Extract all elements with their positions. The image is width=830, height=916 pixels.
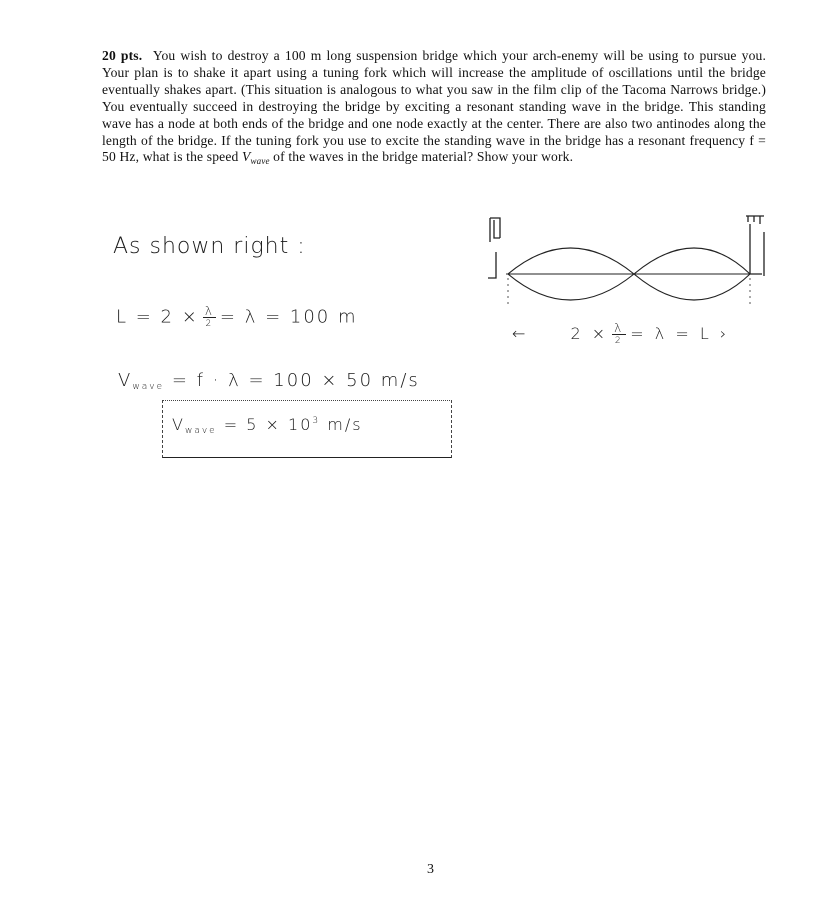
- points-label: 20 pts.: [102, 48, 143, 63]
- velocity-equation: = f · λ = 100 × 50 m/s: [171, 370, 420, 391]
- problem-text: You wish to destroy a 100 m long suspension bridge which your arch-enemy will be using to pursue you. Your plan is to shake it apart using a tuning fork which will increase the amplitude of oscillations until the bridge eventually shakes apart. (This situation is analogous to what you saw in the film clip of the Tacoma Narrows bridge.) You eventually succeed in destroying the bridge by exciting a resonant standing wave in the bridge. This standing wave has a node at both ends of the bridge and one node exactly at the center. There are also two antinodes along the length of the bridge. If the tuning fork you use to excite the standing wave in the bridge has a resonant frequency f = 50 Hz, what is the speed: [102, 48, 767, 165]
- right-tower-icon: [746, 216, 764, 276]
- diagram-note-left: 2 ×: [570, 324, 609, 343]
- handwritten-answer: [172, 415, 363, 436]
- page-number: 3: [427, 862, 434, 877]
- length-right: = λ = 100 m: [219, 306, 358, 328]
- diagram-note-right: = λ = L: [630, 324, 712, 343]
- left-tower-icon: [488, 218, 500, 278]
- diagram-fraction: $\frac{\lambda}{2}$: [614, 321, 625, 346]
- handwritten-diagram-note: [512, 322, 729, 347]
- problem-statement: [102, 48, 766, 170]
- handwritten-velocity-equation: [118, 370, 420, 392]
- arrow-icon: ←: [512, 324, 529, 343]
- v-subscript: wave: [250, 156, 270, 167]
- answer-v-subscript: wave: [184, 426, 217, 436]
- diagram-note-tail: ›: [719, 324, 730, 343]
- handwritten-as-shown: As shown right :: [113, 234, 306, 259]
- problem-text-end: of the waves in the bridge material? Show your work.: [273, 149, 574, 165]
- v-subscript-hw: wave: [132, 382, 165, 392]
- handwritten-length-equation: [116, 305, 358, 330]
- answer-unit: m/s: [327, 415, 363, 434]
- v-symbol: V: [242, 149, 251, 165]
- answer-v-symbol: V: [172, 415, 185, 434]
- v-symbol-hw: V: [118, 370, 133, 391]
- lambda-half-fraction: $\frac{\lambda}{2}$: [204, 304, 214, 329]
- standing-wave-diagram: [484, 212, 774, 312]
- answer-value: = 5 × 10: [223, 415, 313, 434]
- length-left: L = 2 ×: [116, 306, 199, 328]
- answer-exponent: 3: [312, 416, 321, 426]
